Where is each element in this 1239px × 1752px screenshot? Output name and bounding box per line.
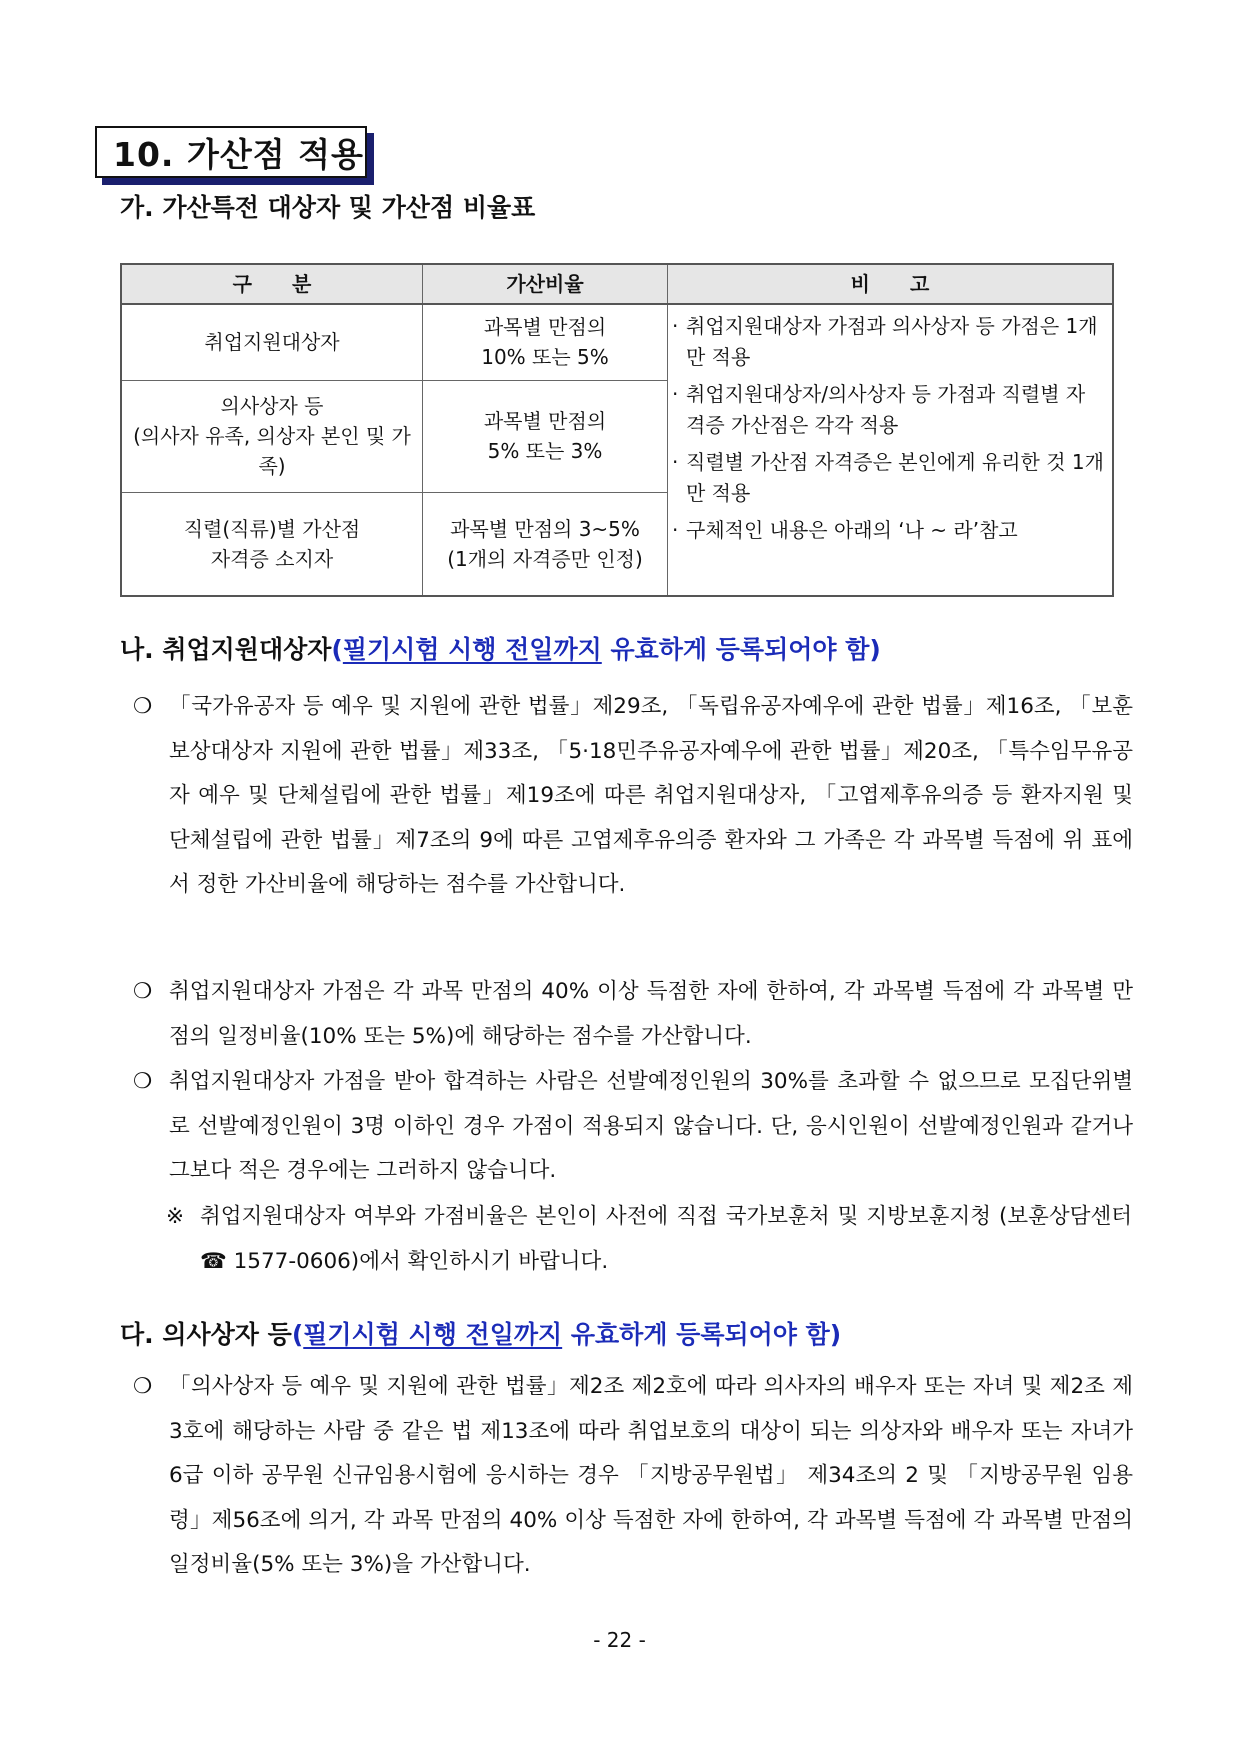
heading-da-prefix: 다. 의사상자 등 <box>120 1320 292 1349</box>
cell-line: 10% 또는 5% <box>481 345 609 370</box>
cell-category <box>121 304 423 380</box>
cell-line: 과목별 만점의 3~5% <box>450 516 640 541</box>
note-text: 취업지원대상자/의사상자 등 가점과 직렬별 자격증 가산점은 각각 적용 <box>686 382 1086 437</box>
heading-da-rest: 유효하게 등록되어야 함) <box>562 1320 842 1349</box>
cell-line: 자격증 소지자 <box>210 546 334 571</box>
circle-bullet-icon: ❍ <box>133 1374 153 1399</box>
heading-na-paren: ( <box>331 635 343 664</box>
na-paragraph-3 <box>133 1060 1133 1194</box>
bonus-rate-table <box>120 263 1114 597</box>
circle-bullet-icon: ❍ <box>133 694 153 719</box>
da-paragraph-1 <box>133 1365 1133 1588</box>
circle-bullet-icon: ❍ <box>133 1069 153 1094</box>
table-row <box>121 304 1113 380</box>
section-title: 10. 가산점 적용 <box>113 134 364 174</box>
cell-line: 5% 또는 3% <box>487 439 603 463</box>
note-text: 직렬별 가산점 자격증은 본인에게 유리한 것 1개만 적용 <box>686 450 1104 505</box>
note-item: · 구체적인 내용은 아래의 ‘나 ~ 라’참고 <box>672 515 1104 546</box>
cell-notes <box>668 304 1114 596</box>
cell-line: 취업지원대상자 <box>204 330 340 355</box>
heading-da <box>120 1315 841 1351</box>
paragraph-text: 「국가유공자 등 예우 및 지원에 관한 법률」제29조, 「독립유공자예우에 관한 법률」제16조, 「보훈보상대상자 지원에 관한 법률」제33조, 「5·18민주유공자예우에 관한 법률」제20조, 「특수임무유공자 예우 및 단체설립에 관한 법률」제19조에 따른 취업지원대상자, 「고엽제후유의증 등 환자지원 및 단체설립에 관한 법률」제7조의 9에 따른 고엽제후유의증 환자와 그 가족은 각 과목별 득점에 위 표에서 정한 가산비율에 해당하는 점수를 가산합니다. <box>169 694 1133 897</box>
page-number: - 22 - <box>593 1628 646 1652</box>
cell-line: 의사상자 등 <box>220 394 324 418</box>
header-category: 구 분 <box>121 264 423 304</box>
note-text: 구체적인 내용은 아래의 ‘나 ~ 라’참고 <box>686 518 1018 542</box>
cell-line: (1개의 자격증만 인정) <box>447 546 643 571</box>
header-rate: 가산비율 <box>423 264 668 304</box>
heading-ga: 가. 가산특전 대상자 및 가산점 비율표 <box>120 193 536 222</box>
table-header-row <box>121 264 1113 304</box>
cell-rate <box>423 380 668 492</box>
reference-mark-icon: ※ <box>166 1204 185 1229</box>
heading-da-paren: ( <box>291 1320 304 1349</box>
paragraph-text: 취업지원대상자 가점은 각 과목 만점의 40% 이상 득점한 자에 한하여, 각 과목별 득점에 각 과목별 만점의 일정비율(10% 또는 5%)에 해당하는 점수를 가산합니다. <box>169 979 1133 1049</box>
note-item: · 취업지원대상자/의사상자 등 가점과 직렬별 자격증 가산점은 각각 적용 <box>672 379 1104 441</box>
cell-rate <box>423 304 668 380</box>
na-note <box>166 1195 1132 1284</box>
heading-na-rest: 유효하게 등록되어야 함) <box>601 635 881 664</box>
cell-category <box>121 492 423 596</box>
cell-line: 직렬(직류)별 가산점 <box>183 516 361 541</box>
cell-category <box>121 380 423 492</box>
note-item: · 직렬별 가산점 자격증은 본인에게 유리한 것 1개만 적용 <box>672 447 1104 509</box>
cell-line: 과목별 만점의 <box>483 409 607 433</box>
note-item: · 취업지원대상자 가점과 의사상자 등 가점은 1개만 적용 <box>672 311 1104 373</box>
cell-rate <box>423 492 668 596</box>
heading-na-prefix: 나. 취업지원대상자 <box>120 635 332 664</box>
na-paragraph-1 <box>133 685 1133 908</box>
paragraph-text: 취업지원대상자 가점을 받아 합격하는 사람은 선발예정인원의 30%를 초과할 수 없으므로 모집단위별로 선발예정인원이 3명 이하인 경우 가점이 적용되지 않습니다. 단, 응시인원이 선발예정인원과 같거나 그보다 적은 경우에는 그러하지 않습니다. <box>169 1069 1133 1183</box>
heading-na-underlined: 필기시험 시행 전일까지 <box>342 635 602 664</box>
heading-na <box>120 630 881 666</box>
cell-line: 과목별 만점의 <box>483 315 607 340</box>
heading-da-underlined: 필기시험 시행 전일까지 <box>303 1320 563 1349</box>
cell-line: (의사자 유족, 의상자 본인 및 가족) <box>133 424 411 478</box>
note-text: 취업지원대상자 가점과 의사상자 등 가점은 1개만 적용 <box>686 314 1098 369</box>
header-note: 비 고 <box>668 264 1114 304</box>
note-text: 취업지원대상자 여부와 가점비율은 본인이 사전에 직접 국가보훈처 및 지방보훈지청 (보훈상담센터 ☎ 1577-0606)에서 확인하시기 바랍니다. <box>200 1204 1132 1274</box>
section-title-box <box>95 126 367 178</box>
circle-bullet-icon: ❍ <box>133 979 153 1004</box>
paragraph-text: 「의사상자 등 예우 및 지원에 관한 법률」제2조 제2호에 따라 의사자의 배우자 또는 자녀 및 제2조 제3호에 해당하는 사람 중 같은 법 제13조에 따라 취업보호의 대상이 되는 의상자와 배우자 또는 자녀가 6급 이하 공무원 신규임용시험에 응시하는 경우 「지방공무원법」 제34조의 2 및 「지방공무원 임용령」제56조에 의거, 각 과목 만점의 40% 이상 득점한 자에 한하여, 각 과목별 득점에 각 과목별 만점의 일정비율(5% 또는 3%)을 가산합니다. <box>169 1374 1133 1577</box>
na-paragraph-2 <box>133 970 1133 1059</box>
